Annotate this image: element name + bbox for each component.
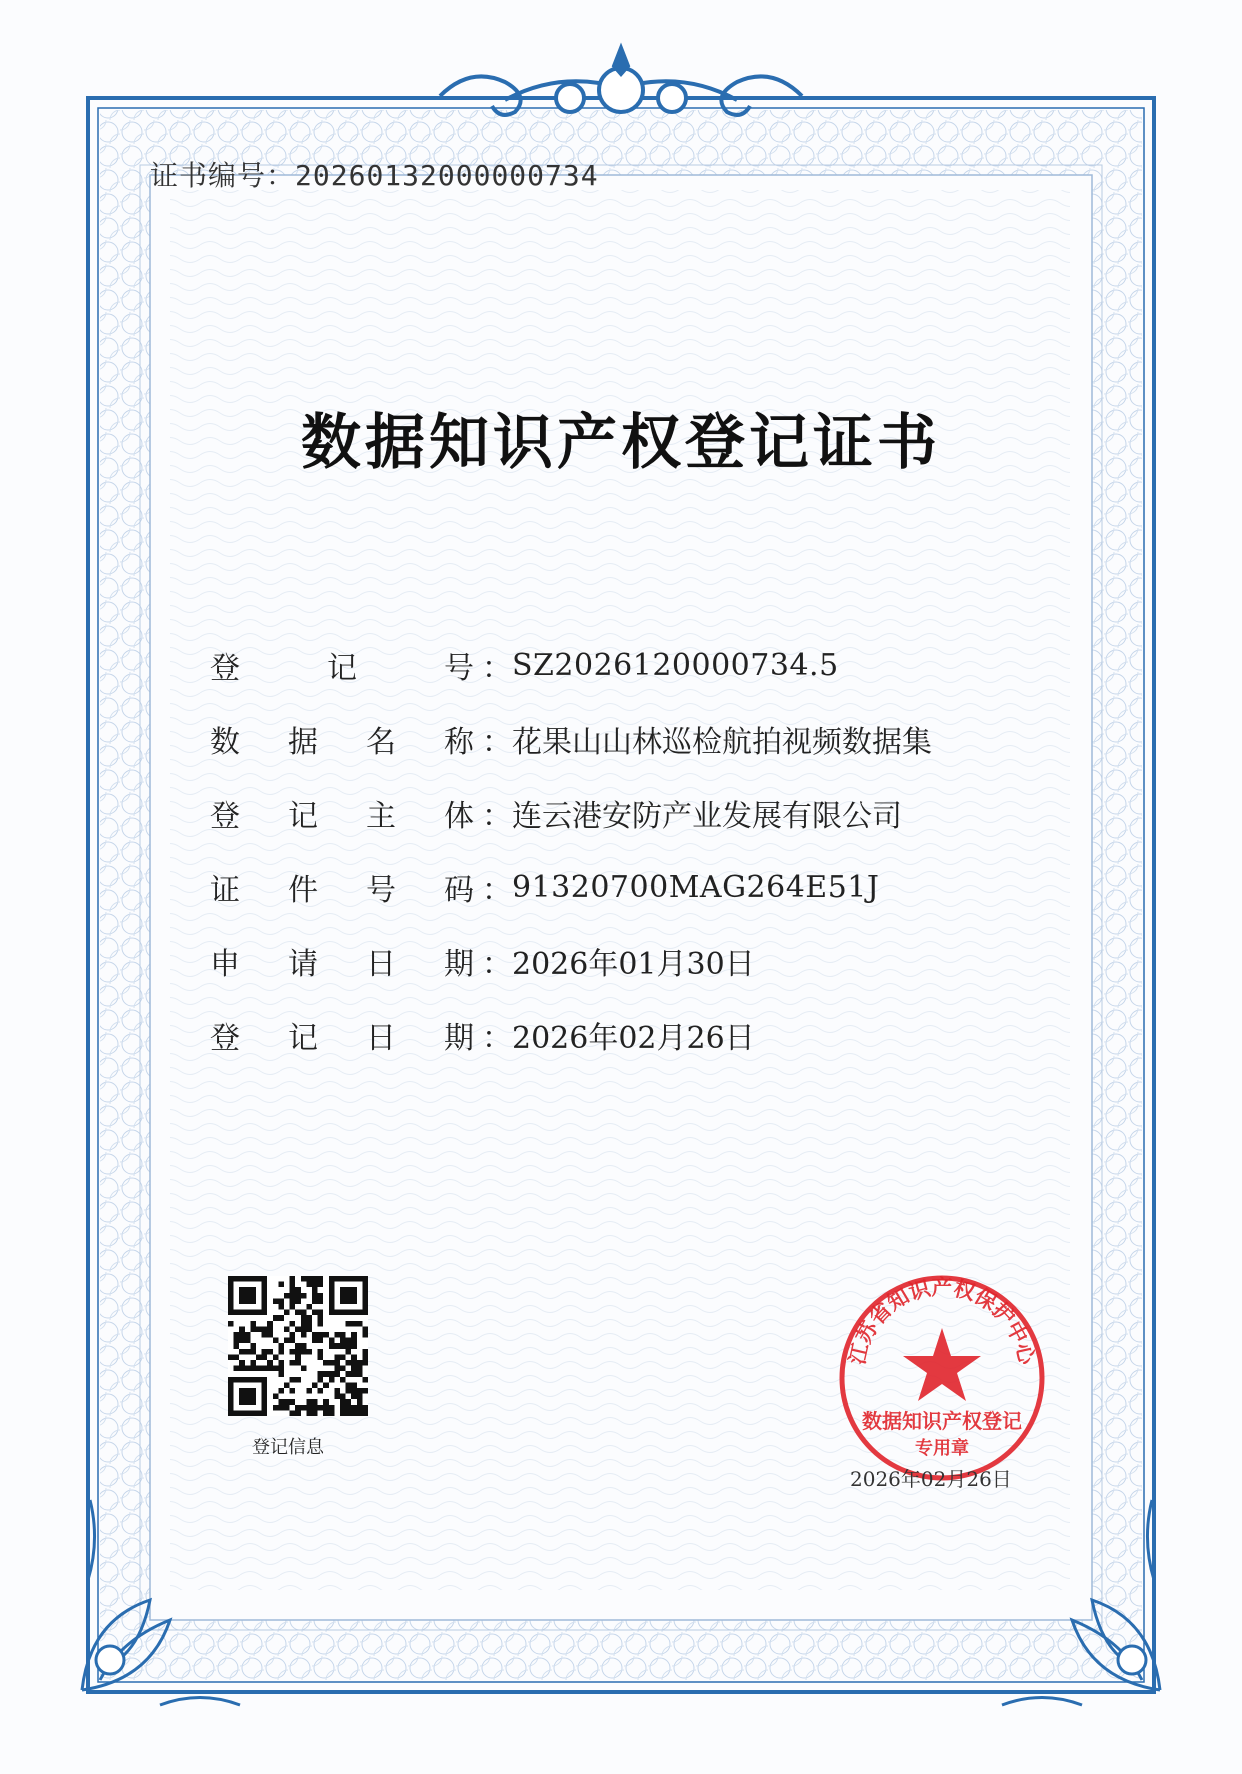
seal-line2: 专用章 bbox=[915, 1438, 969, 1459]
field-dataset-name: 数 据 名 称 ： 花果山山林巡检航拍视频数据集 bbox=[210, 702, 932, 776]
registration-fields bbox=[210, 628, 932, 1072]
field-registration-date: 登 记 日 期 ： 2026年02月26日 bbox=[210, 998, 932, 1072]
registration-number-value: SZ2026120000734.5 bbox=[512, 647, 839, 683]
certificate-title: 数据知识产权登记证书 bbox=[301, 408, 941, 478]
qr-code-icon bbox=[228, 1276, 368, 1416]
seal-star-icon bbox=[903, 1328, 981, 1401]
registrant-value: 连云港安防产业发展有限公司 bbox=[512, 799, 902, 834]
field-label: 登 记 号 bbox=[210, 651, 474, 686]
field-label: 申 请 日 期 bbox=[210, 947, 474, 982]
certificate-number-label: 证书编号： bbox=[150, 159, 296, 192]
certificate-number-value: 20260132000000734 bbox=[295, 159, 599, 192]
field-label: 证 件 号 码 bbox=[210, 873, 474, 908]
field-label: 数 据 名 称 bbox=[210, 725, 474, 760]
field-id-code: 证 件 号 码 ： 91320700MAG264E51J bbox=[210, 850, 932, 924]
seal-line1: 数据知识产权登记 bbox=[862, 1409, 1022, 1433]
field-label: 登 记 日 期 bbox=[210, 1021, 474, 1056]
qr-code[interactable] bbox=[228, 1276, 368, 1420]
application-date-value: 2026年01月30日 bbox=[512, 947, 755, 982]
dataset-name-value: 花果山山林巡检航拍视频数据集 bbox=[512, 725, 932, 760]
field-registration-number: 登 记 号 ： SZ2026120000734.5 bbox=[210, 628, 932, 702]
registration-date-value: 2026年02月26日 bbox=[512, 1021, 755, 1056]
id-code-value: 91320700MAG264E51J bbox=[512, 869, 880, 905]
field-registrant: 登 记 主 体 ： 连云港安防产业发展有限公司 bbox=[210, 776, 932, 850]
seal-ring-text: 江苏省知识产权保护中心 bbox=[844, 1274, 1040, 1367]
seal-date: 2026年02月26日 bbox=[850, 1467, 1012, 1491]
official-seal bbox=[836, 1272, 1048, 1484]
certificate-number bbox=[150, 154, 599, 194]
field-application-date: 申 请 日 期 ： 2026年01月30日 bbox=[210, 924, 932, 998]
field-label: 登 记 主 体 bbox=[210, 799, 474, 834]
qr-caption: 登记信息 bbox=[252, 1437, 324, 1458]
